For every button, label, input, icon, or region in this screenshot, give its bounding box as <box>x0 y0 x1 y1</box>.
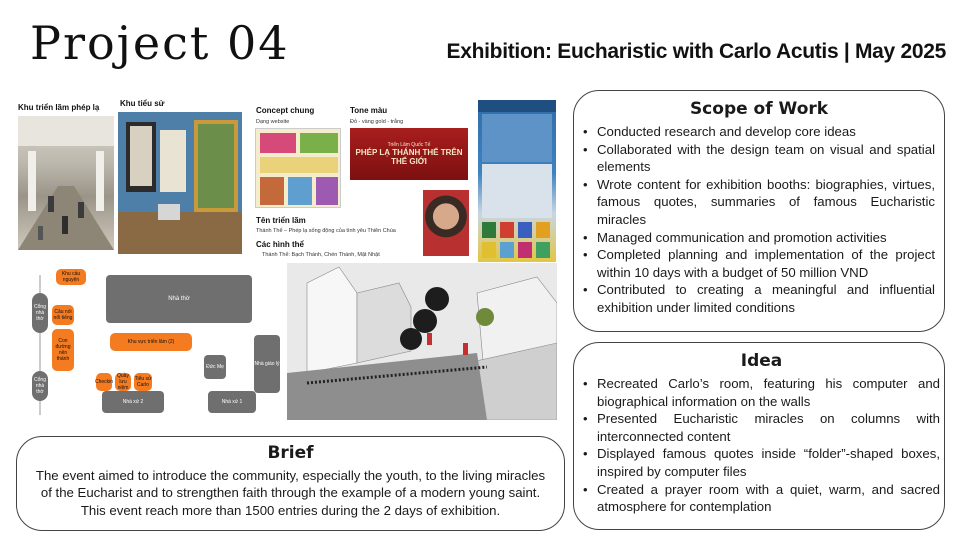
brief-panel <box>16 436 565 531</box>
name-heading: Tên triển lãm <box>256 216 306 225</box>
website-mockup-thumbnail <box>255 128 341 208</box>
concept-board <box>253 100 471 260</box>
scope-list <box>583 123 935 317</box>
exhibition-title: Exhibition: Eucharistic with Carlo Acutis | May 2025 <box>446 40 946 63</box>
forms-sub: Thánh Thể: Bạch Thánh, Chén Thánh, Mặt Nhật <box>262 252 380 258</box>
scope-item: • Wrote content for exhibition booths: biographies, virtues, famous quotes, summaries of famous Eucharistic miracles <box>583 176 935 229</box>
idea-title: Idea <box>740 351 783 371</box>
tone-sample-card <box>350 128 468 180</box>
scope-title: Scope of Work <box>689 99 829 119</box>
checkin-zone: Checkin <box>96 373 112 391</box>
parish-house-zone: Nhà giáo lý <box>254 335 280 393</box>
scope-item: • Contributed to creating a meaningful and influential exhibition under limited conditions <box>583 281 935 316</box>
concept-heading: Concept chung <box>256 106 315 115</box>
souvenir-zone: Quầy lưu niệm <box>115 373 131 391</box>
idea-item: • Displayed famous quotes inside “folder”-shaped boxes, inspired by computer files <box>583 445 940 480</box>
exhibition-area-zone: Khu vực triển lãm (2) <box>110 333 192 351</box>
project-title: Project 04 <box>30 16 290 70</box>
history-booth-photo <box>118 112 242 254</box>
history-caption: Khu tiểu sử <box>120 99 165 108</box>
carlo-portrait <box>423 190 469 256</box>
idea-list <box>583 375 940 516</box>
path-to-sainthood-zone: Con đường nên thánh <box>52 329 74 371</box>
house-one-zone: Nhà xứ 1 <box>208 391 256 413</box>
forms-heading: Các hình thể <box>256 240 305 249</box>
idea-panel <box>573 342 945 530</box>
scope-item: • Completed planning and implementation of the project within 10 days with a budget of 50 million VND <box>583 246 935 281</box>
tone-sub: Đỏ - vàng gold - trắng <box>350 119 404 125</box>
scope-item: • Managed communication and promotion activities <box>583 229 935 247</box>
scope-of-work-panel <box>573 90 945 332</box>
idea-item: • Recreated Carlo’s room, featuring his computer and biographical information on the walls <box>583 375 940 410</box>
exhibition-hall-photo <box>18 116 114 250</box>
brief-title: Brief <box>267 443 314 463</box>
statue-zone: Đức Mẹ <box>204 355 226 379</box>
scope-item: • Conducted research and develop core ideas <box>583 123 935 141</box>
exhibit-panel-photo <box>478 100 556 262</box>
brief-text: The event aimed to introduce the community, especially the youth, to the living miracles of the Eucharist and to strengthen faith through the example of a modern young saint. This event reach more than 1500 entries during the 2 days of exhibition. <box>35 468 546 518</box>
tone-card-title: PHÉP LẠ THÁNH THỂ TRÊN THẾ GIỚI <box>355 148 463 166</box>
hall-caption: Khu triển lãm phép lạ <box>18 103 100 112</box>
main-church-zone: Nhà thờ <box>106 275 252 323</box>
scope-item: • Collaborated with the design team on visual and spatial elements <box>583 141 935 176</box>
prayer-zone: Khu cầu nguyện <box>56 269 86 285</box>
tone-heading: Tone màu <box>350 106 388 115</box>
concept-sub: Dạng website <box>256 119 290 125</box>
idea-item: • Presented Eucharistic miracles on columns with interconnected content <box>583 410 940 445</box>
church-gate-top: Cổng nhà thờ <box>32 293 48 333</box>
house-two-zone: Nhà xứ 2 <box>102 391 164 413</box>
tone-card-small: Triển Lãm Quốc Tế <box>387 142 431 148</box>
famous-quotes-zone: Câu nói nổi tiếng <box>52 305 74 325</box>
idea-item: • Created a prayer room with a quiet, warm, and sacred atmosphere for contemplation <box>583 481 940 516</box>
carlo-bio-zone: Tiểu sử Carlo <box>134 373 152 391</box>
site-3d-render <box>287 263 557 420</box>
church-gate-bottom: Cổng nhà thờ <box>32 371 48 401</box>
name-sub: Thánh Thể – Phép lạ sống động của tình yêu Thiên Chúa <box>256 228 396 234</box>
site-floor-plan <box>20 265 284 430</box>
